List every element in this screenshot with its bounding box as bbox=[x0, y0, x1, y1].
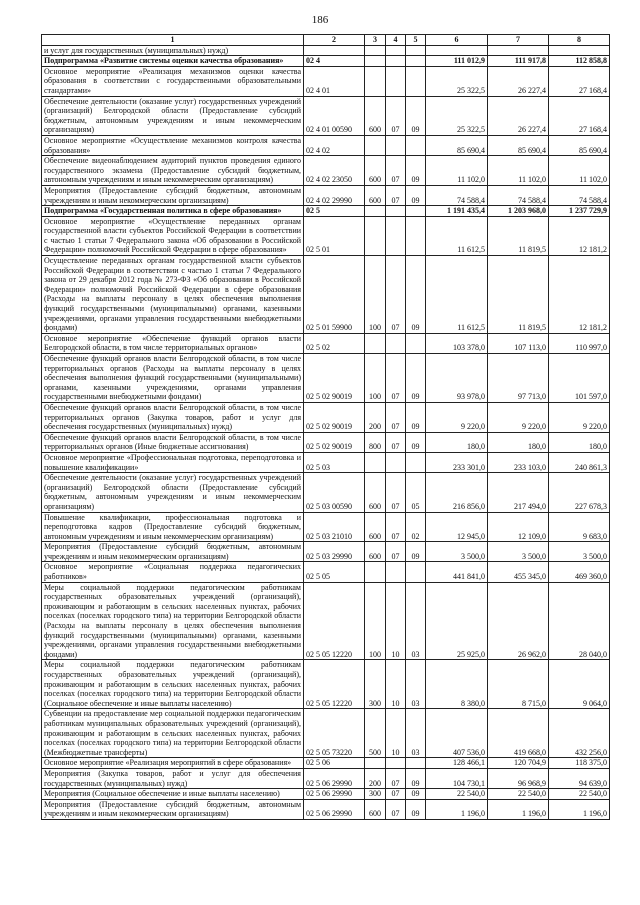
row-name: Мероприятия (Предоставление субсидий бюджетным, автономным учреждениям и иным некоммерческим организациям) bbox=[42, 185, 304, 205]
row-amount-year2: 8 715,0 bbox=[488, 660, 549, 709]
table-row bbox=[42, 473, 610, 512]
row-amount-year3: 1 196,0 bbox=[549, 799, 610, 819]
row-code: 02 5 bbox=[304, 206, 365, 217]
row-name: Основное мероприятие «Осуществление переданных органам государственной власти субъектов Российской Федерации в соответствии с частью 1 статьи 7 Федерального закона «Об образовании в Российской Федерации» полномочий Российской Федерации в сфере образования» bbox=[42, 216, 304, 255]
row-section: 07 bbox=[386, 156, 406, 186]
row-subsection bbox=[406, 56, 426, 67]
row-section bbox=[386, 758, 406, 769]
row-code: 02 5 01 59900 bbox=[304, 256, 365, 334]
row-amount-year3: 12 181,2 bbox=[549, 216, 610, 255]
row-code: 02 5 02 bbox=[304, 333, 365, 353]
row-section bbox=[386, 56, 406, 67]
row-amount-year1: 1 191 435,4 bbox=[426, 206, 488, 217]
row-name: Обеспечение функций органов власти Белгородской области, в том числе территориальных органов (Иные бюджетные ассигнования) bbox=[42, 432, 304, 452]
row-amount-year1: 25 322,5 bbox=[426, 66, 488, 96]
row-expense-type: 200 bbox=[365, 402, 386, 432]
row-amount-year1: 128 466,1 bbox=[426, 758, 488, 769]
row-section: 10 bbox=[386, 709, 406, 758]
table-row bbox=[42, 216, 610, 255]
row-amount-year2: 12 109,0 bbox=[488, 512, 549, 542]
row-code: 02 5 03 bbox=[304, 452, 365, 472]
row-amount-year1: 11 612,5 bbox=[426, 216, 488, 255]
row-amount-year1: 25 925,0 bbox=[426, 582, 488, 660]
row-section: 07 bbox=[386, 185, 406, 205]
row-amount-year2: 85 690,4 bbox=[488, 135, 549, 155]
row-amount-year1 bbox=[426, 45, 488, 56]
row-section: 07 bbox=[386, 768, 406, 788]
row-subsection: 09 bbox=[406, 354, 426, 403]
row-subsection: 02 bbox=[406, 512, 426, 542]
row-amount-year3: 12 181,2 bbox=[549, 256, 610, 334]
row-amount-year2: 74 588,4 bbox=[488, 185, 549, 205]
row-amount-year1: 11 612,5 bbox=[426, 256, 488, 334]
row-expense-type: 600 bbox=[365, 473, 386, 512]
row-subsection: 09 bbox=[406, 432, 426, 452]
row-expense-type: 100 bbox=[365, 256, 386, 334]
row-subsection bbox=[406, 66, 426, 96]
table-row bbox=[42, 709, 610, 758]
row-amount-year2: 26 227,4 bbox=[488, 66, 549, 96]
row-name: Мероприятия (Предоставление субсидий бюджетным, автономным учреждениям и иным некоммерческим организациям) bbox=[42, 799, 304, 819]
table-row bbox=[42, 45, 610, 56]
row-expense-type bbox=[365, 333, 386, 353]
row-name: Обеспечение деятельности (оказание услуг) государственных учреждений (организаций) Белгородской области (Предоставление субсидий бюджетным, автономным учреждениям и иным некоммерческим организациям) bbox=[42, 96, 304, 135]
row-expense-type bbox=[365, 452, 386, 472]
table-row bbox=[42, 582, 610, 660]
row-name: Мероприятия (Предоставление субсидий бюджетным, автономным учреждениям и иным некоммерческим организациям) bbox=[42, 542, 304, 562]
row-name: Субвенции на предоставление мер социальной поддержки педагогическим работникам муниципальных образовательных учреждений (организаций), проживающим и работающим в сельских населенных пунктах, рабочих поселках (поселках городского типа) на территории Белгородской области (Межбюджетные трансферты) bbox=[42, 709, 304, 758]
row-name: Подпрограмма «Государственная политика в сфере образования» bbox=[42, 206, 304, 217]
row-amount-year2: 26 227,4 bbox=[488, 96, 549, 135]
row-code: 02 5 06 bbox=[304, 758, 365, 769]
table-row bbox=[42, 768, 610, 788]
row-amount-year2: 9 220,0 bbox=[488, 402, 549, 432]
row-section bbox=[386, 333, 406, 353]
row-section: 07 bbox=[386, 799, 406, 819]
row-subsection bbox=[406, 135, 426, 155]
row-code: 02 5 06 29990 bbox=[304, 799, 365, 819]
row-amount-year2: 96 968,9 bbox=[488, 768, 549, 788]
row-expense-type bbox=[365, 135, 386, 155]
column-header: 4 bbox=[386, 35, 406, 46]
row-code: 02 5 05 bbox=[304, 562, 365, 582]
row-amount-year1: 9 220,0 bbox=[426, 402, 488, 432]
row-code: 02 5 02 90019 bbox=[304, 432, 365, 452]
row-subsection: 03 bbox=[406, 582, 426, 660]
row-amount-year3: 101 597,0 bbox=[549, 354, 610, 403]
row-amount-year1: 12 945,0 bbox=[426, 512, 488, 542]
row-name: Основное мероприятие «Социальная поддержка педагогических работников» bbox=[42, 562, 304, 582]
row-code: 02 5 05 73220 bbox=[304, 709, 365, 758]
row-subsection bbox=[406, 216, 426, 255]
table-row bbox=[42, 256, 610, 334]
row-subsection bbox=[406, 562, 426, 582]
table-row bbox=[42, 660, 610, 709]
row-code: 02 4 02 29990 bbox=[304, 185, 365, 205]
row-amount-year1: 1 196,0 bbox=[426, 799, 488, 819]
row-section: 10 bbox=[386, 582, 406, 660]
row-subsection bbox=[406, 45, 426, 56]
row-code: 02 4 02 23050 bbox=[304, 156, 365, 186]
row-name: Меры социальной поддержки педагогическим работникам государственных образовательных учреждений (организаций), проживающим и работающим в сельских населенных пунктах, рабочих поселках (поселках городского типа) на территории Белгородской области (Расходы на выплаты персоналу в целях обеспечения выполнения функций государственными (муниципальными) органами, казенными учреждениями, органами управления государственными внебюджетными фондами) bbox=[42, 582, 304, 660]
row-amount-year3: 3 500,0 bbox=[549, 542, 610, 562]
row-amount-year1: 25 322,5 bbox=[426, 96, 488, 135]
row-section bbox=[386, 45, 406, 56]
row-subsection: 09 bbox=[406, 156, 426, 186]
row-amount-year3: 27 168,4 bbox=[549, 96, 610, 135]
row-name: Обеспечение видеонаблюдением аудиторий пунктов проведения единого государственного экзамена (Предоставление субсидий бюджетным, автономным учреждениям и иным некоммерческим организациям) bbox=[42, 156, 304, 186]
table-row bbox=[42, 452, 610, 472]
row-subsection bbox=[406, 206, 426, 217]
row-code: 02 4 02 bbox=[304, 135, 365, 155]
row-amount-year2: 120 704,9 bbox=[488, 758, 549, 769]
table-body bbox=[42, 45, 610, 819]
row-name: Мероприятия (Социальное обеспечение и иные выплаты населению) bbox=[42, 789, 304, 800]
row-amount-year2: 180,0 bbox=[488, 432, 549, 452]
table-row bbox=[42, 333, 610, 353]
row-amount-year2: 1 196,0 bbox=[488, 799, 549, 819]
row-amount-year3: 9 064,0 bbox=[549, 660, 610, 709]
row-code: 02 4 01 00590 bbox=[304, 96, 365, 135]
row-name: Мероприятия (Закупка товаров, работ и услуг для обеспечения государственных (муниципальных) нужд) bbox=[42, 768, 304, 788]
row-subsection bbox=[406, 758, 426, 769]
row-amount-year3: 94 639,0 bbox=[549, 768, 610, 788]
row-section bbox=[386, 452, 406, 472]
row-section: 07 bbox=[386, 512, 406, 542]
row-amount-year1: 22 540,0 bbox=[426, 789, 488, 800]
table-row bbox=[42, 402, 610, 432]
row-subsection: 09 bbox=[406, 542, 426, 562]
row-amount-year2: 11 819,5 bbox=[488, 216, 549, 255]
row-amount-year3: 227 678,3 bbox=[549, 473, 610, 512]
row-amount-year3: 11 102,0 bbox=[549, 156, 610, 186]
row-name: Основное мероприятие «Профессиональная подготовка, переподготовка и повышение квалификации» bbox=[42, 452, 304, 472]
row-name: и услуг для государственных (муниципальных) нужд) bbox=[42, 45, 304, 56]
row-section bbox=[386, 206, 406, 217]
row-amount-year3: 432 256,0 bbox=[549, 709, 610, 758]
row-name: Обеспечение функций органов власти Белгородской области, в том числе территориальных органов (Расходы на выплаты персоналу в целях обеспечения выполнения функций государственными (муниципальными) органами, казенными учреждениями, органами управления государственными внебюджетными фондами) bbox=[42, 354, 304, 403]
table-row bbox=[42, 206, 610, 217]
row-expense-type: 200 bbox=[365, 768, 386, 788]
table-row bbox=[42, 156, 610, 186]
row-subsection: 03 bbox=[406, 660, 426, 709]
row-amount-year3: 112 858,8 bbox=[549, 56, 610, 67]
row-amount-year3: 22 540,0 bbox=[549, 789, 610, 800]
row-amount-year3: 85 690,4 bbox=[549, 135, 610, 155]
row-amount-year2: 455 345,0 bbox=[488, 562, 549, 582]
row-expense-type bbox=[365, 216, 386, 255]
row-code: 02 5 06 29990 bbox=[304, 768, 365, 788]
row-name: Меры социальной поддержки педагогическим работникам государственных образовательных учреждений (организаций), проживающим и работающим в сельских населенных пунктах, рабочих поселках (поселках городского типа) на территории Белгородской области (Социальное обеспечение и иные выплаты населению) bbox=[42, 660, 304, 709]
column-header: 1 bbox=[42, 35, 304, 46]
row-amount-year2: 1 203 968,0 bbox=[488, 206, 549, 217]
row-amount-year2: 419 668,0 bbox=[488, 709, 549, 758]
table-row bbox=[42, 432, 610, 452]
row-expense-type: 600 bbox=[365, 542, 386, 562]
row-name: Подпрограмма «Развитие системы оценки качества образования» bbox=[42, 56, 304, 67]
row-amount-year3: 110 997,0 bbox=[549, 333, 610, 353]
table-row bbox=[42, 56, 610, 67]
row-section: 07 bbox=[386, 432, 406, 452]
row-section: 07 bbox=[386, 402, 406, 432]
row-name: Основное мероприятие «Обеспечение функций органов власти Белгородской области, в том числе территориальных органов» bbox=[42, 333, 304, 353]
column-header: 8 bbox=[549, 35, 610, 46]
row-code bbox=[304, 45, 365, 56]
row-amount-year1: 8 380,0 bbox=[426, 660, 488, 709]
row-name: Основное мероприятие «Реализация механизмов оценки качества образования в соответствии с государственными образовательными стандартами» bbox=[42, 66, 304, 96]
row-amount-year2: 217 494,0 bbox=[488, 473, 549, 512]
row-amount-year2: 97 713,0 bbox=[488, 354, 549, 403]
row-expense-type: 600 bbox=[365, 156, 386, 186]
row-expense-type: 300 bbox=[365, 660, 386, 709]
row-code: 02 5 05 12220 bbox=[304, 582, 365, 660]
row-code: 02 5 02 90019 bbox=[304, 354, 365, 403]
row-section: 07 bbox=[386, 789, 406, 800]
row-expense-type: 600 bbox=[365, 512, 386, 542]
row-expense-type: 600 bbox=[365, 185, 386, 205]
row-subsection: 09 bbox=[406, 799, 426, 819]
table-row bbox=[42, 789, 610, 800]
row-amount-year1: 85 690,4 bbox=[426, 135, 488, 155]
row-section: 07 bbox=[386, 542, 406, 562]
row-amount-year1: 216 856,0 bbox=[426, 473, 488, 512]
row-amount-year2: 111 917,8 bbox=[488, 56, 549, 67]
row-code: 02 5 03 00590 bbox=[304, 473, 365, 512]
row-section bbox=[386, 135, 406, 155]
row-amount-year3: 118 375,0 bbox=[549, 758, 610, 769]
column-header: 5 bbox=[406, 35, 426, 46]
row-name: Основное мероприятие «Осуществление механизмов контроля качества образования» bbox=[42, 135, 304, 155]
table-row bbox=[42, 96, 610, 135]
row-amount-year1: 104 730,1 bbox=[426, 768, 488, 788]
row-expense-type bbox=[365, 56, 386, 67]
table-row bbox=[42, 135, 610, 155]
row-name: Осуществление переданных органам государственной власти субъектов Российской Федерации в соответствии с частью 1 статьи 7 Федерального закона от 29 декабря 2012 года № 273-ФЗ «Об образовании в Российской Федерации» полномочий Российской Федерации в сфере образования (Расходы на выплаты персоналу в целях обеспечения выполнения функций государственными (муниципальными) органами, казенными учреждениями, органами управления государственными внебюджетными фондами) bbox=[42, 256, 304, 334]
row-amount-year2: 11 102,0 bbox=[488, 156, 549, 186]
row-amount-year3: 28 040,0 bbox=[549, 582, 610, 660]
row-subsection: 09 bbox=[406, 96, 426, 135]
row-amount-year2: 11 819,5 bbox=[488, 256, 549, 334]
row-code: 02 5 03 29990 bbox=[304, 542, 365, 562]
row-section bbox=[386, 216, 406, 255]
row-expense-type: 500 bbox=[365, 709, 386, 758]
row-section: 10 bbox=[386, 660, 406, 709]
row-amount-year3 bbox=[549, 45, 610, 56]
row-amount-year3: 240 861,3 bbox=[549, 452, 610, 472]
row-amount-year1: 180,0 bbox=[426, 432, 488, 452]
row-amount-year3: 469 360,0 bbox=[549, 562, 610, 582]
row-expense-type bbox=[365, 562, 386, 582]
row-section bbox=[386, 66, 406, 96]
page-number: 186 bbox=[311, 14, 329, 26]
column-header: 3 bbox=[365, 35, 386, 46]
row-amount-year2 bbox=[488, 45, 549, 56]
row-subsection: 09 bbox=[406, 402, 426, 432]
column-header: 6 bbox=[426, 35, 488, 46]
row-expense-type: 600 bbox=[365, 799, 386, 819]
budget-table bbox=[41, 34, 610, 820]
row-amount-year2: 3 500,0 bbox=[488, 542, 549, 562]
row-expense-type bbox=[365, 45, 386, 56]
row-amount-year1: 407 536,0 bbox=[426, 709, 488, 758]
row-section: 07 bbox=[386, 96, 406, 135]
row-subsection bbox=[406, 452, 426, 472]
row-code: 02 5 01 bbox=[304, 216, 365, 255]
row-amount-year2: 233 103,0 bbox=[488, 452, 549, 472]
table-row bbox=[42, 758, 610, 769]
row-code: 02 4 bbox=[304, 56, 365, 67]
row-subsection: 09 bbox=[406, 768, 426, 788]
table-row bbox=[42, 799, 610, 819]
row-code: 02 4 01 bbox=[304, 66, 365, 96]
row-section: 07 bbox=[386, 256, 406, 334]
row-subsection bbox=[406, 333, 426, 353]
row-section: 07 bbox=[386, 354, 406, 403]
table-header-row bbox=[42, 35, 610, 46]
table-row bbox=[42, 562, 610, 582]
row-section: 07 bbox=[386, 473, 406, 512]
row-amount-year1: 11 102,0 bbox=[426, 156, 488, 186]
row-amount-year3: 1 237 729,9 bbox=[549, 206, 610, 217]
column-header: 2 bbox=[304, 35, 365, 46]
table-row bbox=[42, 66, 610, 96]
row-amount-year2: 22 540,0 bbox=[488, 789, 549, 800]
row-subsection: 09 bbox=[406, 185, 426, 205]
row-subsection: 09 bbox=[406, 789, 426, 800]
row-amount-year2: 26 962,0 bbox=[488, 582, 549, 660]
row-amount-year1: 111 012,9 bbox=[426, 56, 488, 67]
row-expense-type: 600 bbox=[365, 96, 386, 135]
column-header: 7 bbox=[488, 35, 549, 46]
row-amount-year2: 107 113,0 bbox=[488, 333, 549, 353]
row-amount-year1: 103 378,0 bbox=[426, 333, 488, 353]
row-amount-year1: 74 588,4 bbox=[426, 185, 488, 205]
row-amount-year1: 233 301,0 bbox=[426, 452, 488, 472]
row-amount-year3: 74 588,4 bbox=[549, 185, 610, 205]
row-expense-type: 100 bbox=[365, 582, 386, 660]
table-row bbox=[42, 185, 610, 205]
row-expense-type bbox=[365, 66, 386, 96]
table-row bbox=[42, 512, 610, 542]
row-amount-year1: 441 841,0 bbox=[426, 562, 488, 582]
row-code: 02 5 05 12220 bbox=[304, 660, 365, 709]
row-amount-year3: 27 168,4 bbox=[549, 66, 610, 96]
row-amount-year3: 9 683,0 bbox=[549, 512, 610, 542]
row-name: Повышение квалификации, профессиональная подготовка и переподготовка кадров (Предоставление субсидий бюджетным, автономным учреждениям и иным некоммерческим организациям) bbox=[42, 512, 304, 542]
row-subsection: 03 bbox=[406, 709, 426, 758]
row-expense-type bbox=[365, 758, 386, 769]
row-expense-type: 300 bbox=[365, 789, 386, 800]
row-section bbox=[386, 562, 406, 582]
row-expense-type: 800 bbox=[365, 432, 386, 452]
row-code: 02 5 02 90019 bbox=[304, 402, 365, 432]
row-amount-year3: 180,0 bbox=[549, 432, 610, 452]
row-name: Основное мероприятие «Реализация мероприятий в сфере образования» bbox=[42, 758, 304, 769]
table-row bbox=[42, 354, 610, 403]
row-subsection: 05 bbox=[406, 473, 426, 512]
row-subsection: 09 bbox=[406, 256, 426, 334]
row-name: Обеспечение функций органов власти Белгородской области, в том числе территориальных органов (Закупка товаров, работ и услуг для обеспечения государственных (муниципальных) нужд) bbox=[42, 402, 304, 432]
row-code: 02 5 03 21010 bbox=[304, 512, 365, 542]
row-amount-year1: 93 978,0 bbox=[426, 354, 488, 403]
row-code: 02 5 06 29990 bbox=[304, 789, 365, 800]
row-expense-type bbox=[365, 206, 386, 217]
row-name: Обеспечение деятельности (оказание услуг) государственных учреждений (организаций) Белгородской области (Предоставление субсидий бюджетным, автономным учреждениям и иным некоммерческим организациям) bbox=[42, 473, 304, 512]
row-amount-year1: 3 500,0 bbox=[426, 542, 488, 562]
row-expense-type: 100 bbox=[365, 354, 386, 403]
table-row bbox=[42, 542, 610, 562]
row-amount-year3: 9 220,0 bbox=[549, 402, 610, 432]
